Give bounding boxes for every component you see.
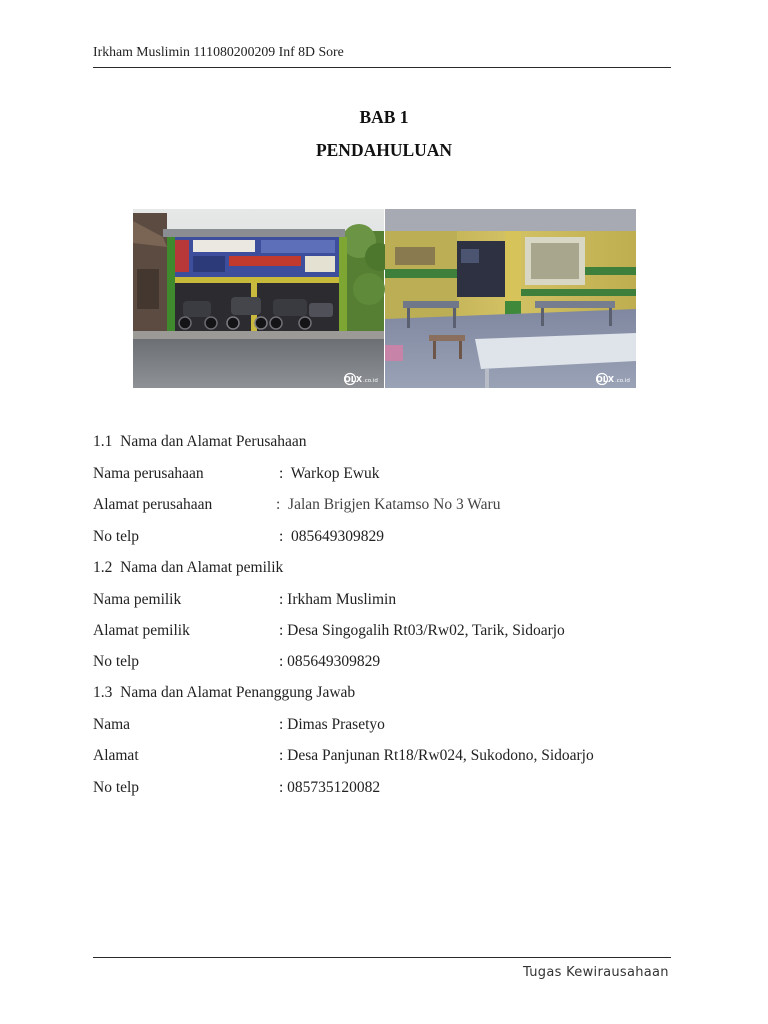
chapter-title: PENDAHULUAN xyxy=(315,140,453,160)
section-heading-owner: 1.2 Nama dan Alamat pemilik xyxy=(93,559,284,576)
field-label: No telp xyxy=(93,528,140,545)
field-label: Nama xyxy=(93,716,131,733)
chapter-number: BAB 1 xyxy=(359,107,409,127)
field-label: Nama pemilik xyxy=(93,591,182,608)
field-value: : 085649309829 xyxy=(279,653,381,670)
field-label: Alamat xyxy=(93,747,139,764)
watermark-domain: .co.id xyxy=(363,378,378,384)
shop-building xyxy=(163,229,347,333)
photo-figure-svg xyxy=(133,209,636,388)
field-value: : 085735120082 xyxy=(279,779,381,796)
field-label: Nama perusahaan xyxy=(93,465,204,482)
field-value: : Jalan Brigjen Katamso No 3 Waru xyxy=(276,496,501,513)
section-heading-company: 1.1 Nama dan Alamat Perusahaan xyxy=(93,433,307,450)
photo-figure xyxy=(133,209,636,388)
section-heading-responsible: 1.3 Nama dan Alamat Penanggung Jawab xyxy=(93,684,356,701)
neighbor-building xyxy=(133,213,167,335)
field-value: : Desa Singogalih Rt03/Rw02, Tarik, Sidoarjo xyxy=(279,622,565,639)
field-value: : 085649309829 xyxy=(279,528,385,545)
field-label: Alamat pemilik xyxy=(93,622,190,639)
watermark-domain: .co.id xyxy=(615,378,630,384)
field-value: : Warkop Ewuk xyxy=(279,465,380,482)
page-footer: Tugas Kewirausahaan xyxy=(523,965,669,980)
shop-interior-photo xyxy=(385,209,636,388)
field-label: No telp xyxy=(93,653,140,670)
field-value: : Irkham Muslimin xyxy=(279,591,397,608)
field-label: No telp xyxy=(93,779,140,796)
page-header: Irkham Muslimin 111080200209 Inf 8D Sore xyxy=(93,44,344,59)
header-rule xyxy=(93,67,671,68)
watermark-brand: OLX xyxy=(344,375,363,384)
footer-rule xyxy=(93,957,671,958)
watermark-brand: OLX xyxy=(596,375,615,384)
shop-front-photo xyxy=(133,209,393,388)
field-value: : Desa Panjunan Rt18/Rw024, Sukodono, Sidoarjo xyxy=(279,747,594,764)
field-value: : Dimas Prasetyo xyxy=(279,716,385,733)
field-label: Alamat perusahaan xyxy=(93,496,213,513)
